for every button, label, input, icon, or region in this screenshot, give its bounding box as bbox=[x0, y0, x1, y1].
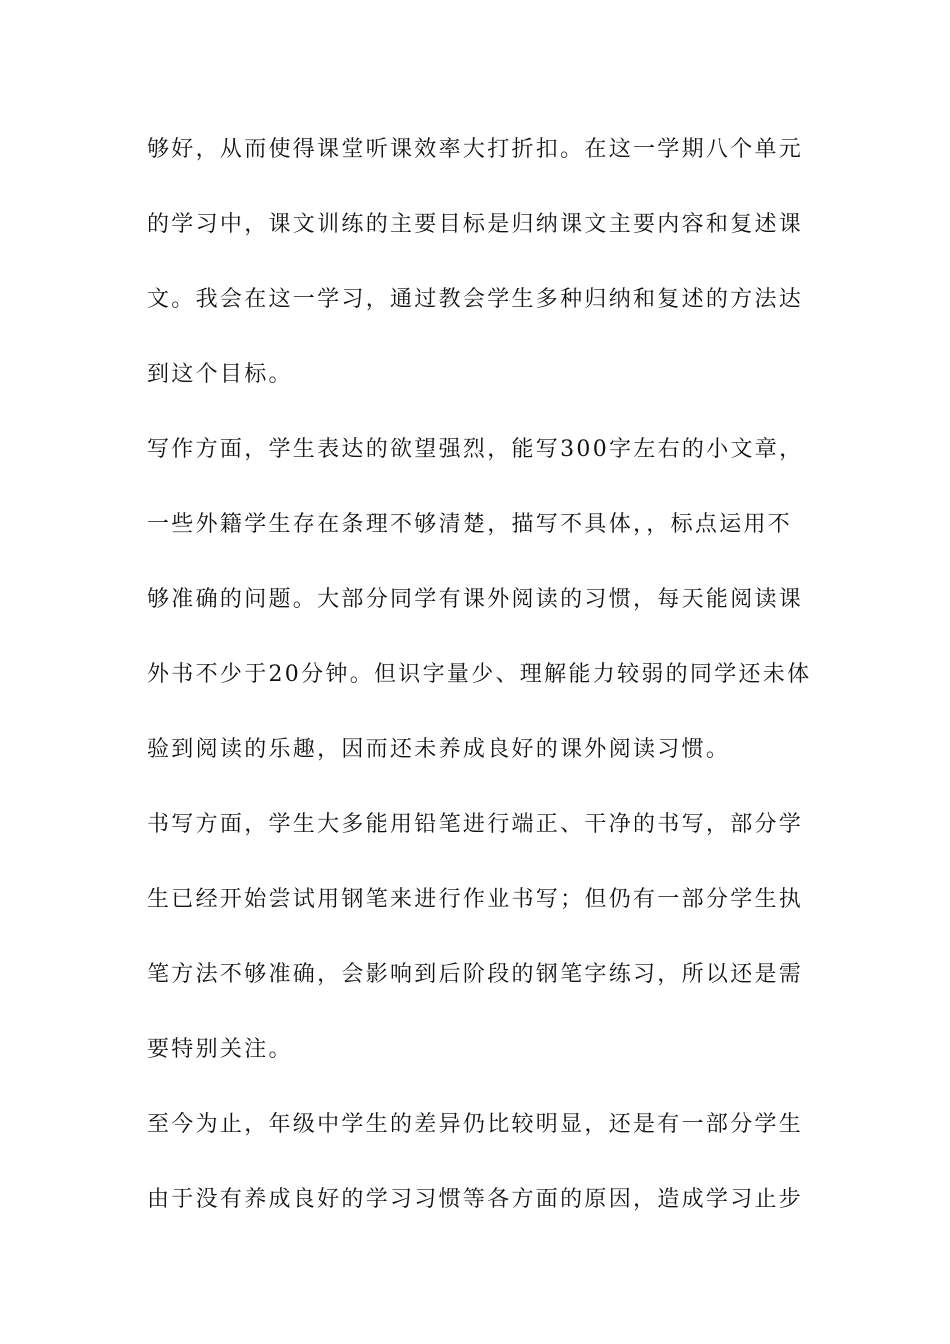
paragraph-start-line: 写作方面，学生表达的欲望强烈，能写300字左右的小文章， bbox=[147, 437, 804, 462]
text-line: 笔方法不够准确，会影响到后阶段的钢笔字练习，所以还是需 bbox=[147, 962, 804, 987]
paragraph-start-line: 书写方面，学生大多能用铅笔进行端正、干净的书写，部分学 bbox=[147, 812, 804, 837]
text-line: 到这个目标。 bbox=[147, 362, 293, 387]
text-line: 够准确的问题。大部分同学有课外阅读的习惯，每天能阅读课 bbox=[147, 587, 804, 612]
text-line: 够好，从而使得课堂听课效率大打折扣。在这一学期八个单元 bbox=[147, 137, 804, 162]
text-line: 的学习中，课文训练的主要目标是归纳课文主要内容和复述课 bbox=[147, 212, 804, 237]
text-line: 验到阅读的乐趣，因而还未养成良好的课外阅读习惯。 bbox=[147, 737, 731, 762]
text-line: 文。我会在这一学习，通过教会学生多种归纳和复述的方法达 bbox=[147, 287, 804, 312]
text-line: 由于没有养成良好的学习习惯等各方面的原因，造成学习止步 bbox=[147, 1187, 804, 1212]
text-line: 生已经开始尝试用钢笔来进行作业书写；但仍有一部分学生执 bbox=[147, 887, 804, 912]
text-line: 一些外籍学生存在条理不够清楚，描写不具体，，标点运用不 bbox=[147, 512, 793, 537]
text-line: 外书不少于20分钟。但识字量少、理解能力较弱的同学还未体 bbox=[147, 662, 812, 687]
text-line: 要特别关注。 bbox=[147, 1037, 293, 1062]
paragraph-start-line: 至今为止，年级中学生的差异仍比较明显，还是有一部分学生 bbox=[147, 1112, 804, 1137]
